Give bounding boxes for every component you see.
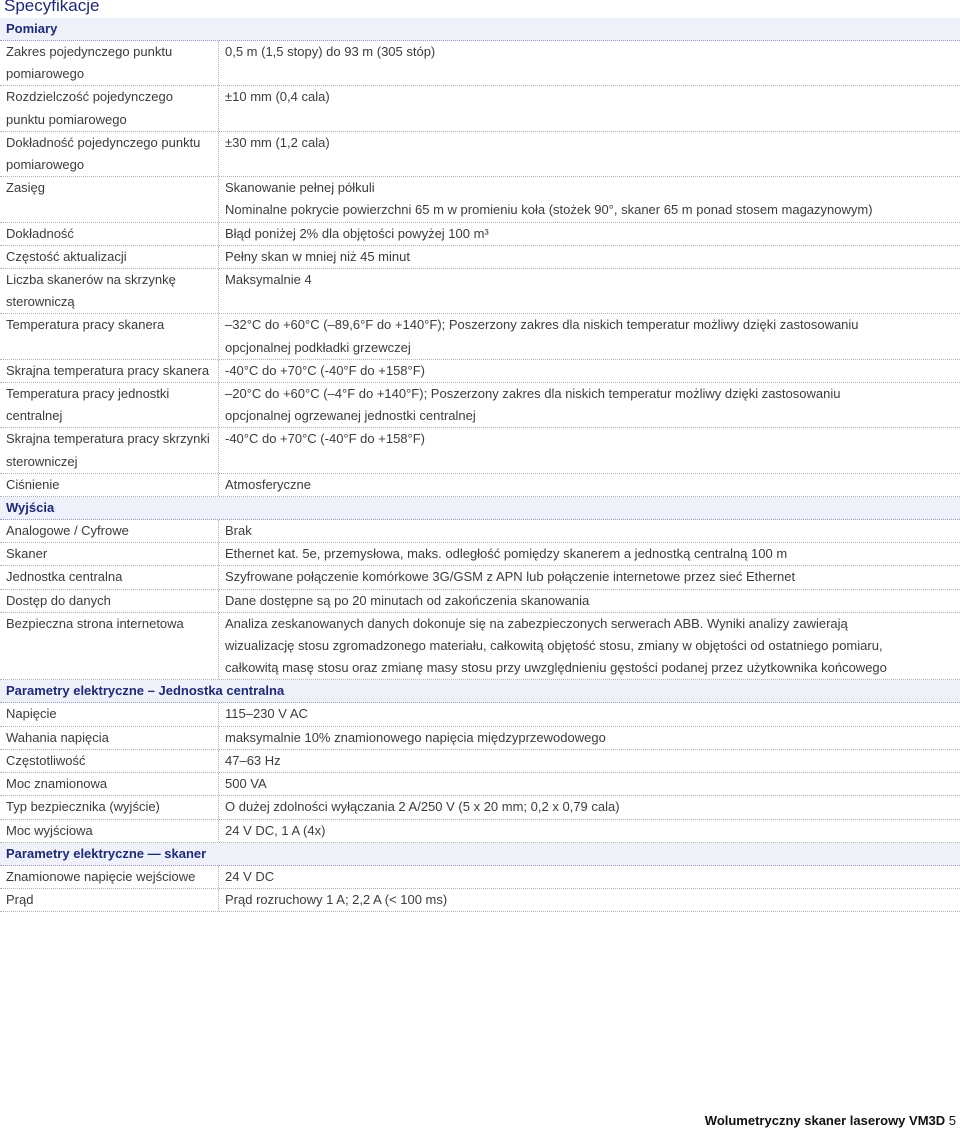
page-title: Specyfikacje bbox=[4, 0, 100, 15]
spec-value-line: ±30 mm (1,2 cala) bbox=[225, 134, 330, 150]
spec-values bbox=[218, 866, 960, 888]
spec-values bbox=[218, 773, 960, 795]
spec-value-line: opcjonalnej podkładki grzewczej bbox=[225, 339, 411, 355]
spec-value-line: 47–63 Hz bbox=[225, 752, 281, 768]
section-heading: Parametry elektryczne — skaner bbox=[0, 843, 960, 866]
footer-title: Wolumetryczny skaner laserowy VM3D bbox=[704, 1113, 946, 1128]
spec-values bbox=[218, 86, 960, 130]
section-heading: Pomiary bbox=[0, 18, 960, 41]
spec-row bbox=[0, 889, 960, 912]
spec-row bbox=[0, 703, 960, 726]
spec-value-line: Skanowanie pełnej półkuli bbox=[225, 180, 375, 196]
spec-values bbox=[218, 566, 960, 588]
spec-value-line: 24 V DC bbox=[225, 868, 275, 884]
spec-label: Temperatura pracy skanera bbox=[6, 317, 165, 333]
spec-values bbox=[218, 750, 960, 772]
spec-label: Jednostka centralna bbox=[6, 569, 123, 585]
spec-value-line: całkowitą masę stosu oraz zmianę masy stosu przy uwzględnieniu gęstości podanej przez użytkownika końcowego bbox=[225, 660, 887, 676]
page-number: 5 bbox=[948, 1113, 956, 1128]
spec-values bbox=[218, 383, 960, 427]
spec-value-line: opcjonalnej ogrzewanej jednostki centralnej bbox=[225, 408, 476, 424]
spec-values bbox=[218, 796, 960, 818]
spec-row bbox=[0, 132, 960, 177]
spec-value-line: Szyfrowane połączenie komórkowe 3G/GSM z APN lub połączenie internetowe przez sieć Ethernet bbox=[225, 569, 796, 585]
spec-value-line: ±10 mm (0,4 cala) bbox=[225, 89, 330, 105]
spec-row bbox=[0, 177, 960, 222]
spec-row bbox=[0, 41, 960, 86]
spec-label: Dostęp do danych bbox=[6, 592, 111, 608]
spec-label: Znamionowe napięcie wejściowe bbox=[6, 868, 196, 884]
spec-row bbox=[0, 820, 960, 843]
spec-values bbox=[218, 269, 960, 313]
spec-values bbox=[218, 360, 960, 382]
spec-label: Bezpieczna strona internetowa bbox=[6, 615, 184, 631]
spec-value-line: O dużej zdolności wyłączania 2 A/250 V (5 x 20 mm; 0,2 x 0,79 cala) bbox=[225, 799, 620, 815]
spec-values bbox=[218, 703, 960, 725]
spec-values bbox=[218, 246, 960, 268]
spec-values bbox=[218, 590, 960, 612]
spec-values bbox=[218, 543, 960, 565]
spec-row bbox=[0, 383, 960, 428]
spec-values bbox=[218, 41, 960, 85]
spec-row bbox=[0, 543, 960, 566]
spec-row bbox=[0, 566, 960, 589]
spec-label: Częstość aktualizacji bbox=[6, 248, 127, 264]
spec-values bbox=[218, 223, 960, 245]
spec-label: Rozdzielczość pojedynczego punktu pomiarowego bbox=[6, 89, 173, 127]
spec-value-line: Dane dostępne są po 20 minutach od zakończenia skanowania bbox=[225, 592, 590, 608]
spec-value-line: –32°C do +60°C (–89,6°F do +140°F); Poszerzony zakres dla niskich temperatur możliwy dzięki zastosowaniu bbox=[225, 317, 859, 333]
spec-row bbox=[0, 269, 960, 314]
spec-label: Wahania napięcia bbox=[6, 729, 109, 745]
spec-row bbox=[0, 428, 960, 473]
spec-label: Zasięg bbox=[6, 180, 46, 196]
spec-value-line: Analiza zeskanowanych danych dokonuje się na zabezpieczonych serwerach ABB. Wyniki analizy zawierają bbox=[225, 615, 848, 631]
spec-values bbox=[218, 474, 960, 496]
spec-value-line: Maksymalnie 4 bbox=[225, 272, 312, 288]
spec-row bbox=[0, 590, 960, 613]
spec-label: Częstotliwość bbox=[6, 752, 86, 768]
spec-values bbox=[218, 177, 960, 221]
spec-row bbox=[0, 773, 960, 796]
spec-label: Liczba skanerów na skrzynkę sterowniczą bbox=[6, 272, 176, 310]
spec-row bbox=[0, 474, 960, 497]
spec-value-line: -40°C do +70°C (-40°F do +158°F) bbox=[225, 362, 426, 378]
spec-value-line: 0,5 m (1,5 stopy) do 93 m (305 stóp) bbox=[225, 44, 436, 59]
spec-table bbox=[0, 18, 960, 912]
spec-label: Typ bezpiecznika (wyjście) bbox=[6, 799, 160, 815]
spec-value-line: Brak bbox=[225, 523, 252, 539]
spec-values bbox=[218, 132, 960, 176]
spec-value-line: 24 V DC, 1 A (4x) bbox=[225, 822, 326, 838]
spec-label: Analogowe / Cyfrowe bbox=[6, 523, 129, 539]
spec-row bbox=[0, 866, 960, 889]
spec-value-line: Nominalne pokrycie powierzchni 65 m w promieniu koła (stożek 90°, skaner 65 m ponad stosem magazynowym) bbox=[225, 202, 873, 218]
spec-values bbox=[218, 613, 960, 680]
spec-label: Dokładność bbox=[6, 225, 74, 241]
spec-value-line: 115–230 V AC bbox=[225, 706, 308, 722]
spec-row bbox=[0, 613, 960, 681]
spec-value-line: Ethernet kat. 5e, przemysłowa, maks. odległość pomiędzy skanerem a jednostką centralną 100 m bbox=[225, 546, 788, 562]
spec-label: Zakres pojedynczego punktu pomiarowego bbox=[6, 44, 173, 82]
spec-label: Skrajna temperatura pracy skanera bbox=[6, 362, 210, 378]
spec-row bbox=[0, 796, 960, 819]
spec-value-line: –20°C do +60°C (–4°F do +140°F); Poszerzony zakres dla niskich temperatur możliwy dzięki zastosowaniu bbox=[225, 386, 841, 402]
spec-row bbox=[0, 360, 960, 383]
spec-label: Temperatura pracy jednostki centralnej bbox=[6, 386, 170, 424]
spec-values bbox=[218, 314, 960, 358]
spec-label: Skrajna temperatura pracy skrzynki sterowniczej bbox=[6, 431, 210, 469]
spec-value-line: Atmosferyczne bbox=[225, 476, 311, 492]
spec-label: Skaner bbox=[6, 546, 48, 562]
spec-row bbox=[0, 246, 960, 269]
spec-values bbox=[218, 820, 960, 842]
spec-label: Moc wyjściowa bbox=[6, 822, 93, 838]
spec-row bbox=[0, 750, 960, 773]
spec-row bbox=[0, 727, 960, 750]
spec-value-line: -40°C do +70°C (-40°F do +158°F) bbox=[225, 431, 426, 447]
spec-row bbox=[0, 520, 960, 543]
page-footer bbox=[705, 1113, 956, 1128]
spec-value-line: Błąd poniżej 2% dla objętości powyżej 100 m³ bbox=[225, 225, 489, 241]
spec-value-line: Pełny skan w mniej niż 45 minut bbox=[225, 248, 410, 264]
section-heading: Wyjścia bbox=[0, 497, 960, 520]
section-heading: Parametry elektryczne – Jednostka centralna bbox=[0, 680, 960, 703]
spec-row bbox=[0, 86, 960, 131]
spec-value-line: 500 VA bbox=[225, 776, 267, 792]
spec-label: Prąd bbox=[6, 891, 34, 907]
spec-label: Dokładność pojedynczego punktu pomiarowego bbox=[6, 134, 201, 173]
spec-value-line: Prąd rozruchowy 1 A; 2,2 A (< 100 ms) bbox=[225, 891, 448, 907]
spec-label: Napięcie bbox=[6, 706, 57, 722]
spec-values bbox=[218, 428, 960, 472]
spec-value-line: wizualizację stosu zgromadzonego materiału, całkowitą objętość stosu, zmiany w objętości od ostatniego pomiaru, bbox=[225, 638, 883, 654]
spec-value-line: maksymalnie 10% znamionowego napięcia międzyprzewodowego bbox=[225, 729, 606, 745]
spec-values bbox=[218, 520, 960, 542]
spec-row bbox=[0, 314, 960, 359]
spec-values bbox=[218, 889, 960, 911]
spec-label: Ciśnienie bbox=[6, 476, 60, 492]
spec-label: Moc znamionowa bbox=[6, 776, 108, 792]
spec-row bbox=[0, 223, 960, 246]
spec-values bbox=[218, 727, 960, 749]
